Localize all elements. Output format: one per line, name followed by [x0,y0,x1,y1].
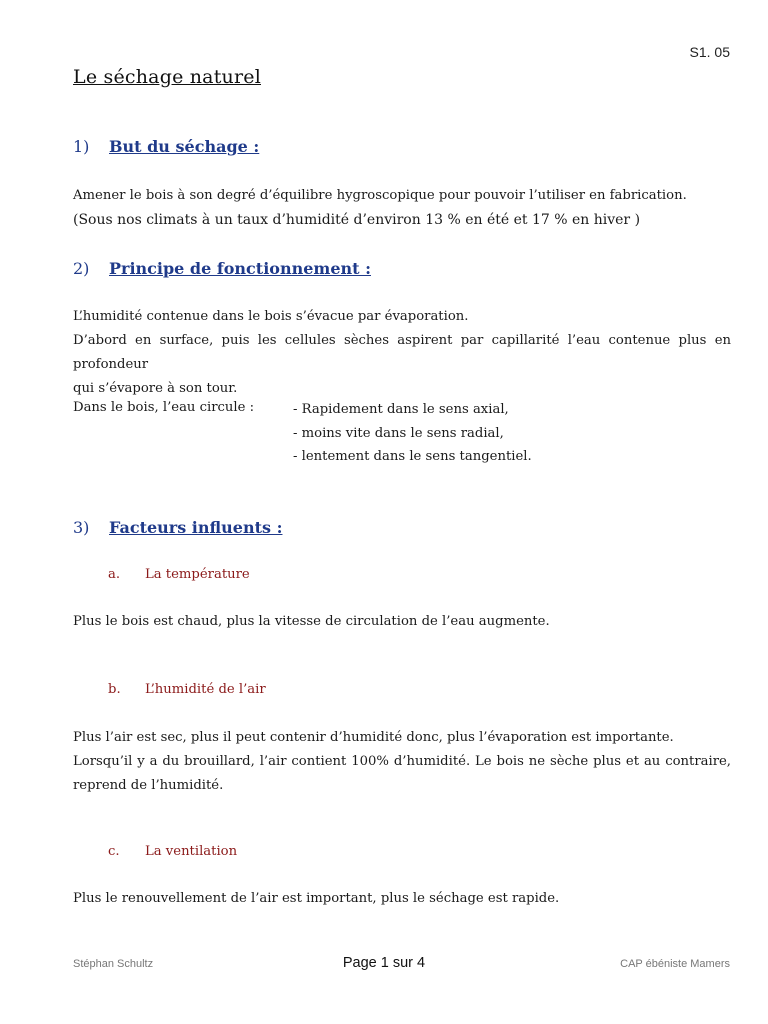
subsection-b-heading [108,682,266,697]
footer-course: CAP ébéniste Mamers [620,958,730,970]
list-item: - moins vite dans le sens radial, [293,425,504,441]
list-item: - Rapidement dans le sens axial, [293,402,509,417]
subsection-title: La ventilation [145,844,238,859]
section-1-heading [73,137,259,156]
subsection-letter: b. [108,682,121,697]
subsection-title: L’humidité de l’air [145,682,266,697]
section-number: 3) [73,518,90,537]
paragraph-line: L’humidité contenue dans le bois s’évacue par évaporation. [73,309,469,324]
circulation-list [293,398,532,469]
subsection-letter: a. [108,567,121,582]
footer-author: Stéphan Schultz [73,958,154,970]
paragraph-line: Lorsqu’il y a du brouillard, l’air contient 100% d’humidité. Le bois ne sèche plus et au contraire, [73,754,731,769]
subsection-title: La température [145,567,250,582]
paragraph-line: D’abord en surface, puis les cellules sèches aspirent par capillarité l’eau contenue plus en profondeur [73,333,731,372]
section-number: 2) [73,259,90,278]
section-2-heading [73,259,371,278]
page-title: Le séchage naturel [73,66,261,88]
section-title: Facteurs influents : [109,518,283,537]
section-title: But du séchage : [109,137,260,156]
circulation-label: Dans le bois, l’eau circule : [73,400,255,415]
subsection-b-paragraph [73,726,731,798]
paragraph-line: Plus le renouvellement de l’air est important, plus le séchage est rapide. [73,891,560,906]
paragraph-line: Plus l’air est sec, plus il peut contenir d’humidité donc, plus l’évaporation est importante. [73,730,674,745]
paragraph-line: (Sous nos climats à un taux d’humidité d’environ 13 % en été et 17 % en hiver ) [73,212,641,228]
section-title: Principe de fonctionnement : [109,259,371,278]
footer-page-number: Page 1 sur 4 [342,955,426,971]
subsection-a-heading [108,567,250,582]
paragraph-line: reprend de l’humidité. [73,778,224,793]
paragraph-line: Plus le bois est chaud, plus la vitesse de circulation de l’eau augmente. [73,614,550,629]
list-item: - lentement dans le sens tangentiel. [293,449,532,464]
subsection-a-paragraph [73,610,731,634]
section-1-paragraph [73,184,731,232]
subsection-c-paragraph [73,887,731,911]
section-3-heading [73,518,282,537]
subsection-letter: c. [108,844,120,859]
section-number: 1) [73,137,90,156]
paragraph-line: Amener le bois à son degré d’équilibre hygroscopique pour pouvoir l’utiliser en fabrication. [73,188,687,203]
document-reference: S1. 05 [689,44,730,60]
paragraph-line: qui s’évapore à son tour. [73,381,238,396]
section-2-paragraph [73,305,731,401]
subsection-c-heading [108,844,237,859]
